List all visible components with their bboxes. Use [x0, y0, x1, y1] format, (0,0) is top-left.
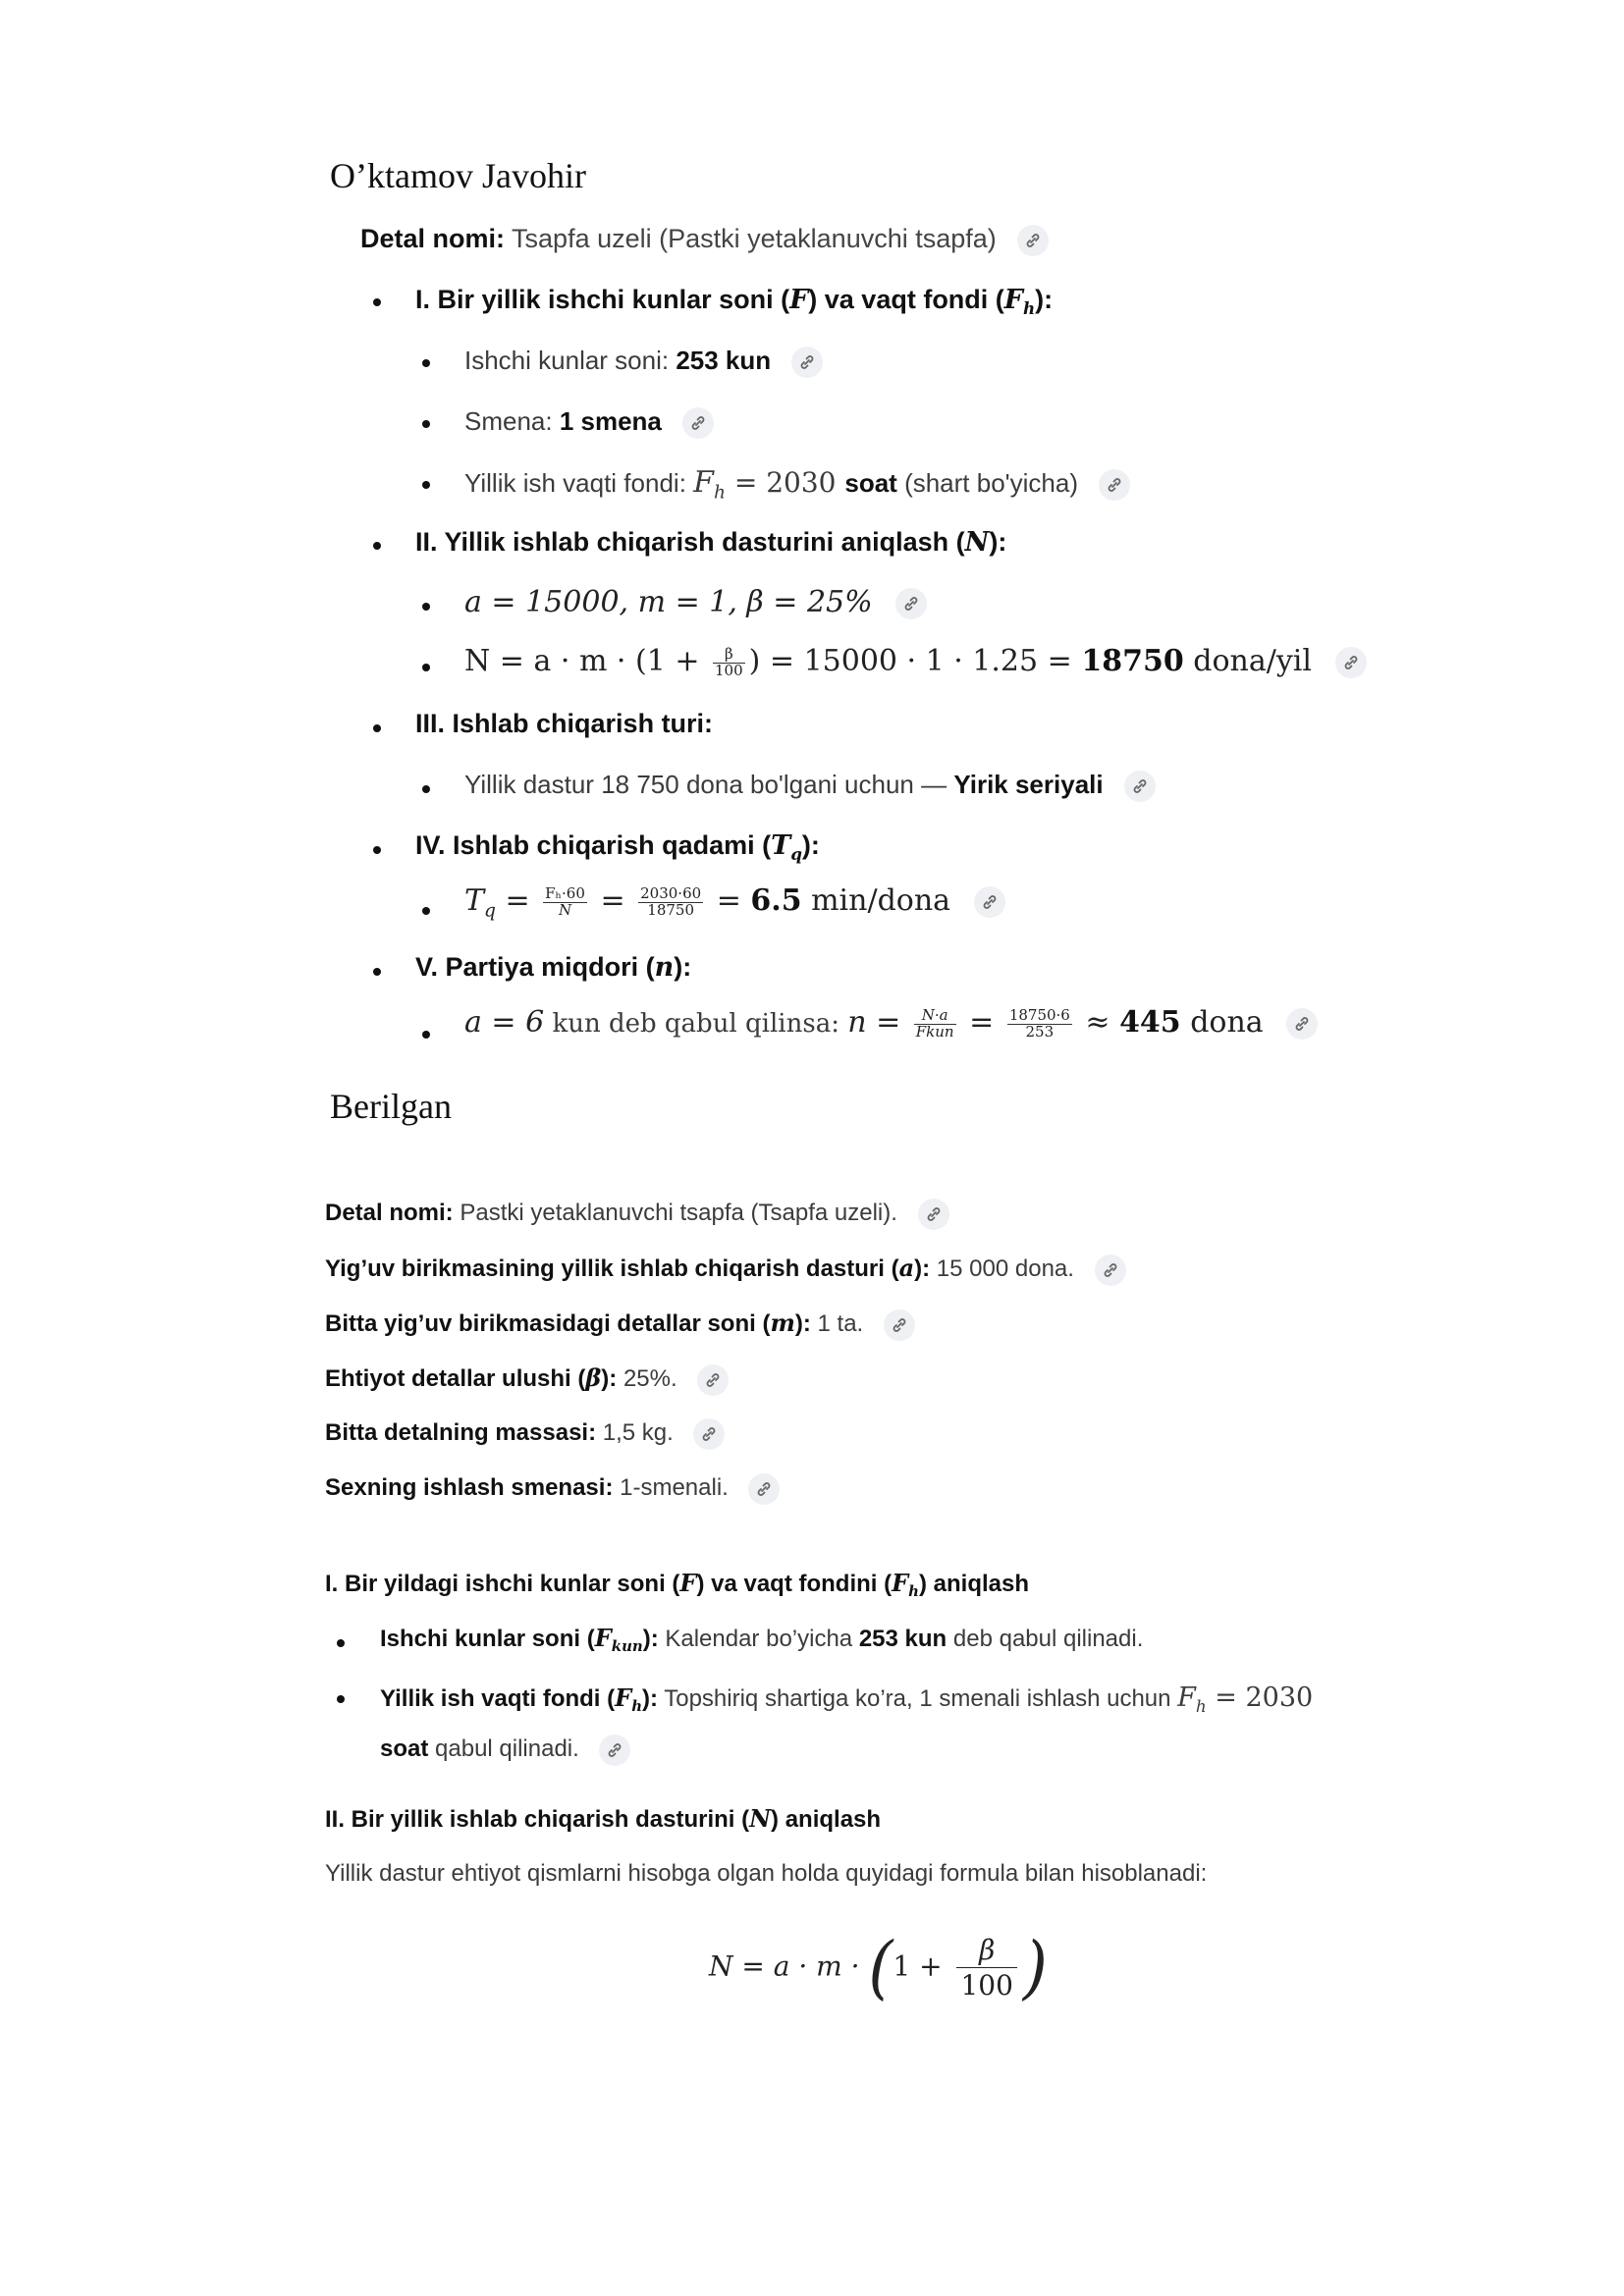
author-name: O’ktamov Javohir [330, 156, 586, 195]
bullet [373, 298, 381, 306]
bullet [373, 846, 381, 854]
link-icon[interactable] [682, 407, 714, 439]
part1-workdays: Ishchi kunlar soni $(F_{kun})$: Kalendar bo’yicha 253 kun deb qabul qilinadi. [380, 1624, 1144, 1656]
batch-formula: a = 6 kun deb qabul qilinsa: n = $\frac{N\cdot a}{\text{Fkun}}$ = $\frac{18750\cdot 6}{253}$ ≈ 445 dona [464, 1005, 1318, 1040]
part1-title: I. Bir yildagi ishchi kunlar soni (F) va vaqt fondini $(F_h)$ aniqlash [325, 1569, 1030, 1601]
given-item-mass: Bitta detalning massasi: 1,5 kg. [325, 1414, 1405, 1468]
part1-time-fund: Yillik ish vaqti fondi $(F_h)$: Topshiriq shartiga ko’ra, 1 smenali ishlash uchun $F_h = 2030$ soat qabul qilinadi. [380, 1677, 1381, 1771]
workdays-item: Ishchi kunlar soni: 253 kun [464, 346, 823, 378]
program-formula-display: N = a · m · (1 + $\frac{\beta}{100}$ ) [709, 1928, 1048, 2008]
detal-label: Detal nomi: [360, 224, 506, 253]
given-item-shift: Sexning ishlash smenasi: 1-smenali. [325, 1468, 1405, 1523]
link-icon[interactable] [1099, 469, 1130, 501]
bullet [422, 785, 430, 793]
given-list [325, 1194, 1405, 1523]
link-icon[interactable] [1124, 771, 1156, 802]
bullet [422, 664, 430, 671]
bullet [373, 542, 381, 550]
link-icon[interactable] [1286, 1008, 1318, 1040]
link-icon[interactable] [697, 1364, 729, 1396]
given-item-spare: Ehtiyot detallar ulushi (β): 25%. [325, 1359, 1405, 1414]
given-title: Berilgan [330, 1087, 452, 1126]
link-icon[interactable] [1017, 225, 1049, 256]
link-icon[interactable] [599, 1735, 630, 1766]
link-icon[interactable] [884, 1309, 915, 1341]
bullet [337, 1639, 345, 1647]
link-icon[interactable] [918, 1199, 949, 1230]
bullet [422, 420, 430, 428]
link-icon[interactable] [1095, 1255, 1126, 1286]
link-icon[interactable] [974, 886, 1005, 918]
detal-value: Tsapfa uzeli (Pastki yetaklanuvchi tsapfa) [512, 224, 997, 253]
part2-description: Yillik dastur ehtiyot qismlarni hisobga olgan holda quyidagi formula bilan hisoblanadi: [325, 1860, 1208, 1887]
section-2-title: II. Yillik ishlab chiqarish dasturini aniqlash (N): [415, 527, 1007, 558]
section-4-title: IV. Ishlab chiqarish qadami $(T_q)$: [415, 830, 820, 864]
bullet [422, 603, 430, 611]
part2-title: II. Bir yillik ishlab chiqarish dasturini (N) aniqlash [325, 1804, 882, 1833]
bullet [337, 1695, 345, 1703]
bullet [373, 724, 381, 732]
detal-name-line [360, 224, 1049, 256]
production-type-item: Yillik dastur 18 750 dona bo'lgani uchun — Yirik seriyali [464, 770, 1156, 802]
section-1-title: I. Bir yillik ishchi kunlar soni (F) va vaqt fondi $(F_h)$: [415, 285, 1054, 318]
link-icon[interactable] [693, 1418, 725, 1450]
bullet [422, 1031, 430, 1039]
takt-formula: $T_q$ = $\frac{\text{Fₕ·60}}{N}$ = $\frac{2030\cdot 60}{18750}$ = 6.5 min/dona [464, 883, 1005, 922]
shift-item: Smena: 1 smena [464, 406, 714, 439]
link-icon[interactable] [791, 347, 823, 378]
program-formula: N = a · m · (1 + $\frac{\beta}{100}$ ) = 15000 · 1 · 1.25 = 18750 dona/yil [464, 644, 1367, 678]
bullet [373, 968, 381, 976]
bullet [422, 907, 430, 915]
link-icon[interactable] [895, 588, 927, 619]
given-values-formula: a = 15000, m = 1, β = 25% [464, 585, 927, 619]
section-5-title: V. Partiya miqdori (n): [415, 952, 692, 983]
time-fund-item: Yillik ish vaqti fondi: $F_h = 2030$ soat (shart bo'yicha) [464, 465, 1130, 504]
bullet [422, 359, 430, 367]
bullet [422, 481, 430, 489]
section-3-title: III. Ishlab chiqarish turi: [415, 709, 714, 738]
link-icon[interactable] [1335, 647, 1367, 678]
given-item-detal: Detal nomi: Pastki yetaklanuvchi tsapfa (Tsapfa uzeli). [325, 1194, 1405, 1249]
link-icon[interactable] [748, 1473, 780, 1505]
given-item-count: Bitta yig’uv birikmasidagi detallar soni (m): 1 ta. [325, 1304, 1405, 1359]
given-item-program: Yig’uv birikmasining yillik ishlab chiqarish dasturi (a): 15 000 dona. [325, 1249, 1405, 1304]
